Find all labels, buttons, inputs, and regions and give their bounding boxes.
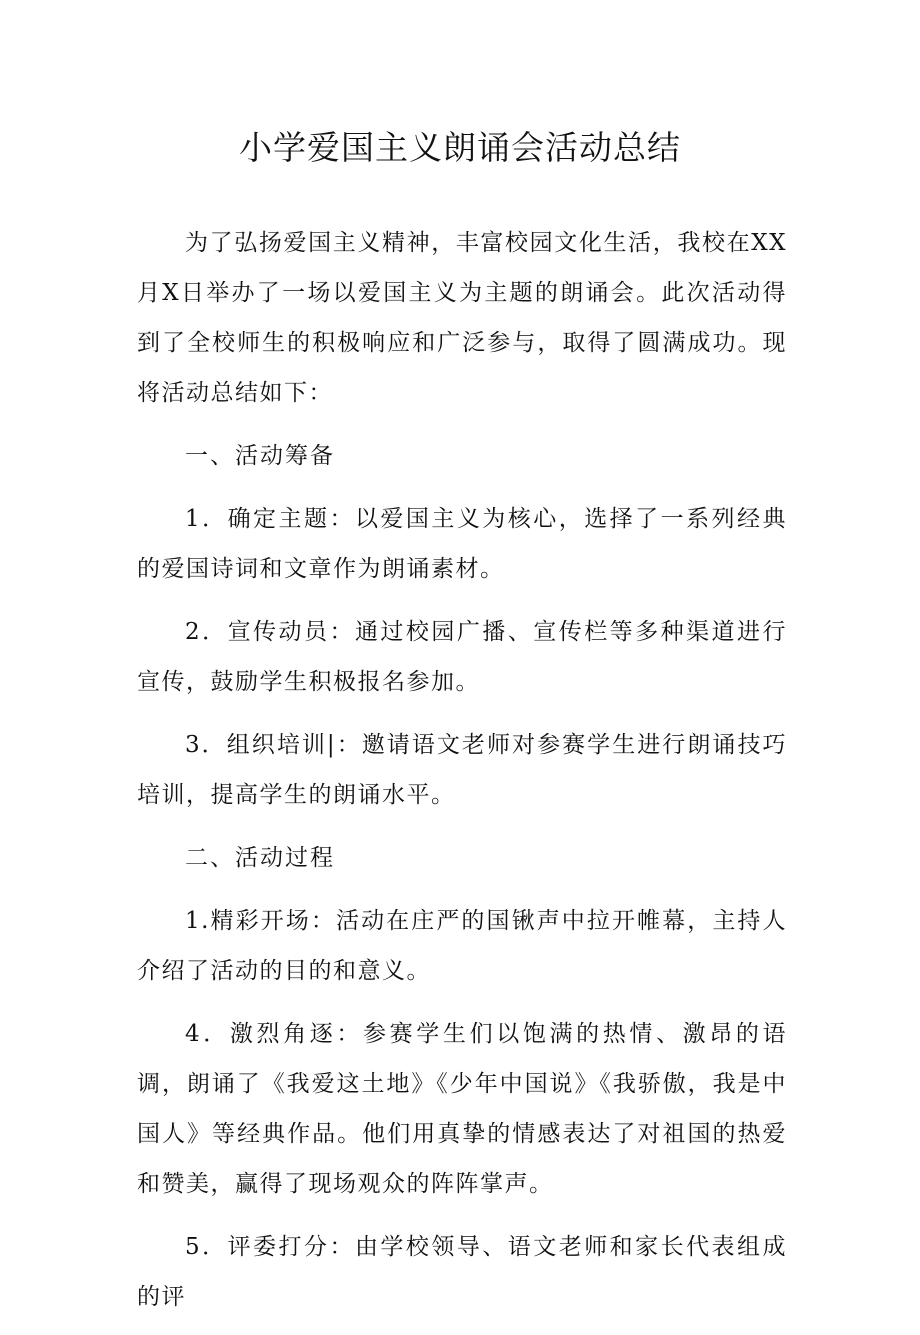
document-body [137,218,787,1335]
intro-paragraph: 为了弘扬爱国主义精神，丰富校园文化生活，我校在XX月X日举办了一场以爱国主义为主题的朗诵会。此次活动得到了全校师生的积极响应和广泛参与，取得了圆满成功。现将活动总结如下： [137,230,787,406]
preparation-item-training: 3．组织培训|：邀请语文老师对参赛学生进行朗诵技巧培训，提高学生的朗诵水平。 [137,732,787,808]
process-item-judging: 5．评委打分：由学校领导、语文老师和家长代表组成的评 [137,1234,787,1310]
process-item-opening: 1.精彩开场：活动在庄严的国锹声中拉开帷幕，主持人介绍了活动的目的和意义。 [137,908,787,984]
preparation-item-publicity: 2．宣传动员：通过校园广播、宣传栏等多种渠道进行宣传，鼓励学生积极报名参加。 [137,619,787,695]
process-item-competition: 4．激烈角逐：参赛学生们以饱满的热情、激昂的语调，朗诵了《我爱这土地》《少年中国说》《我骄傲，我是中国人》等经典作品。他们用真挚的情感表达了对祖国的热爱和赞美，赢得了现场观众的阵阵掌声。 [137,1021,787,1197]
section-heading-preparation: 一、活动筹备 [185,443,335,469]
document-title: 小学爱国主义朗诵会活动总结 [239,128,681,167]
section-heading-process: 二、活动过程 [185,845,335,871]
preparation-item-theme: 1．确定主题：以爱国主义为核心，选择了一系列经典的爱国诗词和文章作为朗诵素材。 [137,506,787,582]
